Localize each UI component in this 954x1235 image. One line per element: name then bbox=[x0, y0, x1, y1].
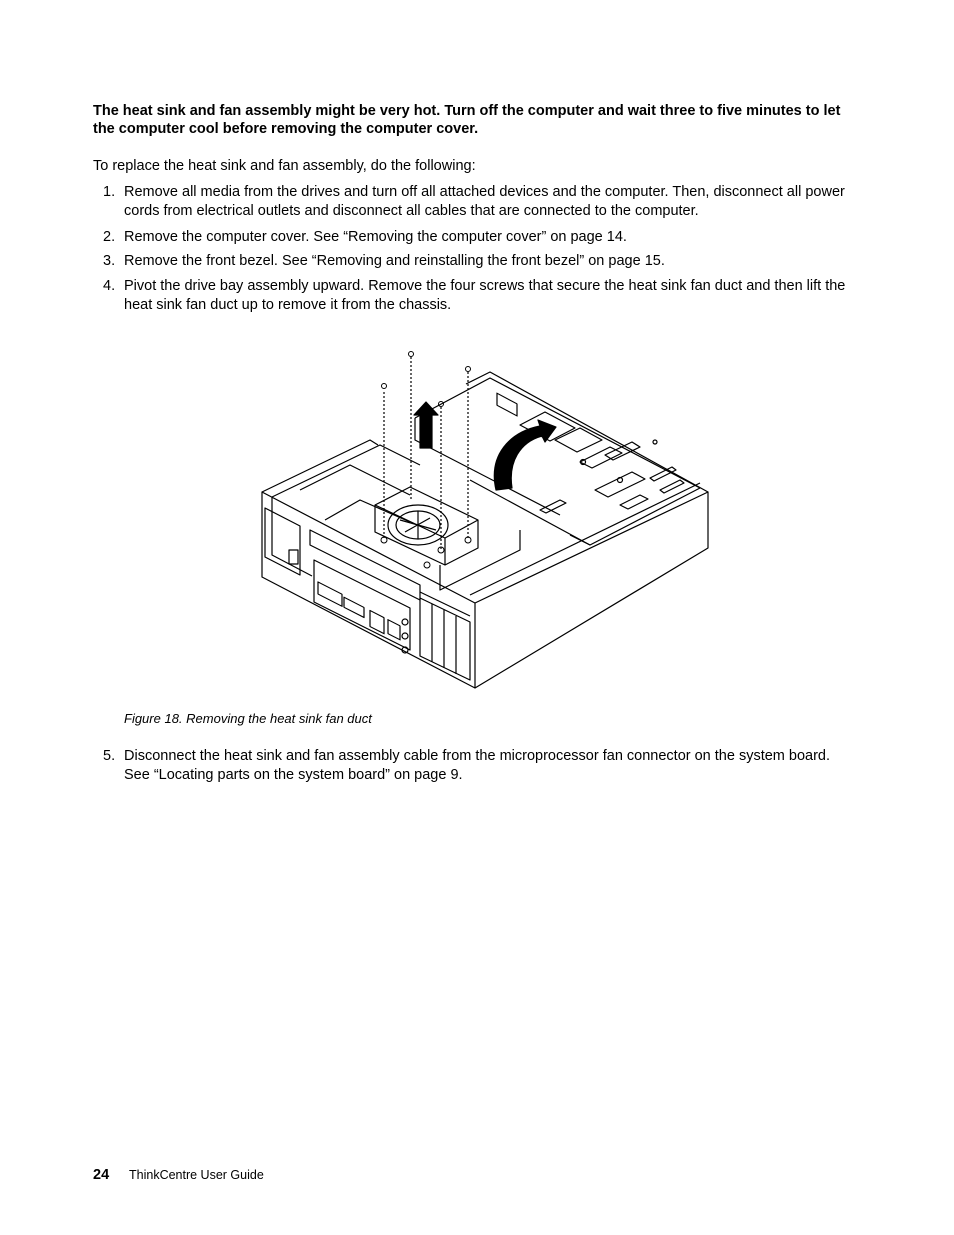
figure-caption: Figure 18. Removing the heat sink fan duct bbox=[124, 711, 372, 726]
chassis-diagram bbox=[240, 340, 720, 700]
warning-text: The heat sink and fan assembly might be very hot. Turn off the computer and wait three to five minutes to let the computer cool before removing the computer cover. bbox=[93, 103, 841, 137]
step-text: Remove the computer cover. See “Removing the computer cover” on page 14. bbox=[124, 229, 627, 245]
step-text: Pivot the drive bay assembly upward. Remove the four screws that secure the heat sink fan duct and then lift the heat sink fan duct up to remove it from the chassis. bbox=[124, 278, 846, 313]
step-text: Disconnect the heat sink and fan assembly cable from the microprocessor fan connector on the system board. See “Locating parts on the system board” on page 9. bbox=[124, 748, 831, 783]
step-text: Remove all media from the drives and turn off all attached devices and the computer. Then, disconnect all power cords from electrical outlets and disconnect all cables that are connected to the computer. bbox=[124, 184, 845, 219]
step-number: 5. bbox=[103, 748, 116, 764]
step-number: 4. bbox=[103, 278, 116, 294]
step-number: 2. bbox=[103, 229, 116, 245]
step-number: 1. bbox=[103, 184, 116, 200]
page-number: 24 bbox=[93, 1167, 110, 1183]
step-number: 3. bbox=[103, 253, 116, 269]
figure-illustration bbox=[240, 340, 720, 705]
step-text: Remove the front bezel. See “Removing and reinstalling the front bezel” on page 15. bbox=[124, 253, 665, 269]
intro-text: To replace the heat sink and fan assembly, do the following: bbox=[93, 158, 476, 174]
document-title: ThinkCentre User Guide bbox=[129, 1168, 264, 1182]
